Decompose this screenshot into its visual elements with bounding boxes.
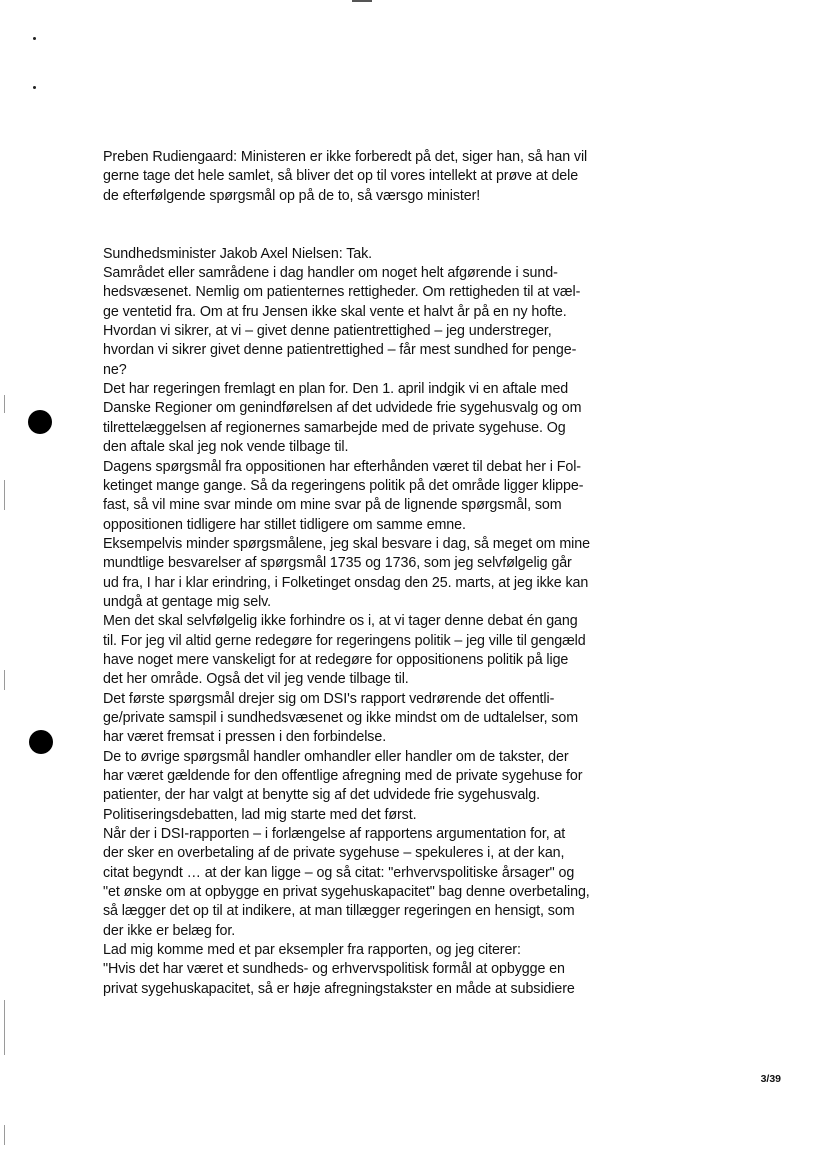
text-line: have noget mere vanskeligt for at redegøre for oppositionens politik på lige (103, 651, 569, 668)
paragraph-intro (103, 148, 588, 206)
text-line: der ikke er belæg for. (103, 922, 236, 939)
text-line: Når der i DSI-rapporten – i forlængelse af rapportens argumentation for, at (103, 826, 566, 843)
paragraph-gap (103, 206, 585, 225)
text-line: den aftale skal jeg nok vende tilbage til. (103, 439, 349, 456)
text-line: patienter, der har valgt at benytte sig af det udvidede frie sygehusvalg. (103, 787, 540, 804)
text-line: mundtlige besvarelser af spørgsmål 1735 og 1736, som jeg selvfølgelig går (103, 555, 572, 572)
body-text (103, 148, 590, 999)
text-line: undgå at gentage mig selv. (103, 593, 272, 610)
text-line: Det har regeringen fremlagt en plan for. Den 1. april indgik vi en aftale med (103, 381, 569, 398)
punch-hole (29, 730, 53, 754)
text-line: Politiseringsdebatten, lad mig starte med det først. (103, 806, 417, 823)
text-line: til. For jeg vil altid gerne redegøre for regeringens politik – jeg ville til gengæld (103, 632, 586, 649)
text-line: ge ventetid fra. Om at fru Jensen ikke skal vente et halvt år på en ny hofte. (103, 303, 567, 320)
text-line: tilrettelæggelsen af regionernes samarbejde med de private sygehuse. Og (103, 419, 566, 436)
text-line: de efterfølgende spørgsmål op på de to, så værsgo minister! (103, 187, 481, 204)
scan-edge-mark (4, 480, 5, 510)
text-line: gerne tage det hele samlet, så bliver det op til vores intellekt at prøve at dele (103, 168, 579, 185)
text-line: "Hvis det har været et sundheds- og erhvervspolitisk formål at opbygge en (103, 961, 565, 978)
text-line: Samrådet eller samrådene i dag handler om noget helt afgørende i sund- (103, 265, 558, 282)
text-line: Lad mig komme med et par eksempler fra rapporten, og jeg citerer: (103, 942, 521, 959)
text-line: Sundhedsminister Jakob Axel Nielsen: Tak. (103, 245, 373, 262)
paragraph-gap (103, 225, 585, 244)
text-line: har været gældende for den offentlige afregning med de private sygehuse for (103, 768, 583, 784)
text-line: Danske Regioner om genindførelsen af det udvidede frie sygehusvalg og om (103, 400, 582, 417)
text-line: ge/private samspil i sundhedsvæsenet og ikke mindst om de udtalelser, som (103, 709, 579, 726)
scan-edge-mark (4, 670, 5, 690)
paragraph-minister-answer (103, 245, 590, 999)
text-line: privat sygehuskapacitet, så er høje afregningstakster en måde at subsidiere (103, 980, 575, 997)
text-line: Det første spørgsmål drejer sig om DSI's rapport vedrørende det offentli- (103, 690, 555, 707)
text-line: Hvordan vi sikrer, at vi – givet denne patientrettighed – jeg understreger, (103, 323, 552, 340)
text-line: har været fremsat i pressen i den forbindelse. (103, 729, 387, 746)
text-line: Men det skal selvfølgelig ikke forhindre os i, at vi tager denne debat én gang (103, 613, 578, 630)
text-line: fast, så vil mine svar minde om mine svar på de lignende spørgsmål, som (103, 497, 562, 514)
scan-speck (33, 37, 36, 40)
text-line: Preben Rudiengaard: Ministeren er ikke forberedt på det, siger han, så han vil (103, 149, 588, 165)
scan-speck (33, 86, 36, 89)
text-line: der sker en overbetaling af de private sygehuse – spekuleres i, at der kan, (103, 845, 565, 862)
text-line: hvordan vi sikrer givet denne patientrettighed – får mest sundhed for penge- (103, 342, 577, 359)
text-line: hedsvæsenet. Nemlig om patienternes rettigheder. Om rettigheden til at væl- (103, 284, 581, 301)
text-line: Eksempelvis minder spørgsmålene, jeg skal besvare i dag, så meget om mine (103, 535, 590, 552)
text-line: Dagens spørgsmål fra oppositionen har efterhånden været til debat her i Fol- (103, 458, 581, 475)
text-line: oppositionen tidligere har stillet tidligere om samme emne. (103, 516, 466, 533)
page-number: 3/39 (760, 1073, 781, 1085)
text-line: ud fra, I har i klar erindring, i Folketinget onsdag den 25. marts, at jeg ikke kan (103, 574, 589, 591)
text-line: det her område. Også det vil jeg vende tilbage til. (103, 671, 409, 688)
scan-edge-mark (4, 395, 5, 413)
text-line: så lægger det op til at indikere, at man tillægger regeringen en hensigt, som (103, 903, 575, 920)
scan-edge-mark (4, 1125, 5, 1145)
text-line: citat begyndt … at der kan ligge – og så citat: "erhvervspolitiske årsager" og (103, 864, 575, 881)
punch-hole (28, 410, 52, 434)
text-line: De to øvrige spørgsmål handler omhandler eller handler om de takster, der (103, 748, 569, 765)
text-line: ketinget mange gange. Så da regeringens politik på det område ligger klippe- (103, 477, 584, 494)
scan-edge-mark (4, 1000, 5, 1055)
text-line: ne? (103, 361, 127, 378)
scan-top-mark (352, 0, 372, 2)
text-line: "et ønske om at opbygge en privat sygehuskapacitet" bag denne overbetaling, (103, 884, 590, 901)
